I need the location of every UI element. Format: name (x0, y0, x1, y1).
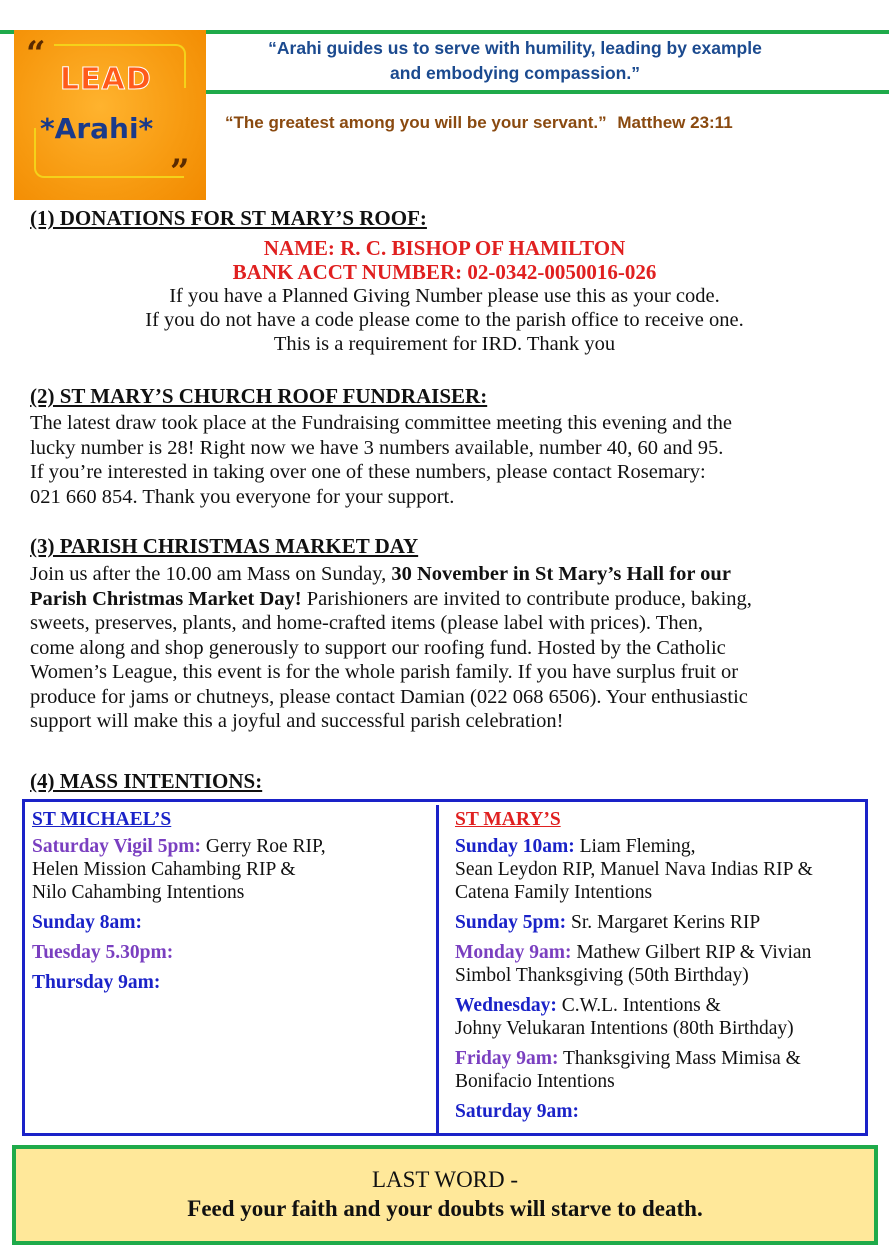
mass-intention: Sean Leydon RIP, Manuel Nava Indias RIP & (455, 859, 813, 880)
st-marys-heading: ST MARY’S (455, 809, 561, 830)
section4-title: (4) MASS INTENTIONS: (30, 769, 263, 793)
mass-intention: Nilo Cahambing Intentions (32, 882, 245, 903)
section1-line: This is a requirement for IRD. Thank you (273, 333, 616, 355)
mass-time: Saturday Vigil 5pm: (32, 836, 202, 857)
mass-time: Sunday 5pm: (455, 912, 567, 933)
logo-lead-text: LEAD (60, 62, 152, 97)
last-word-text: Feed your faith and your doubts will starve to death. (187, 1196, 703, 1221)
arahi-quote-line2: and embodying compassion.” (390, 63, 640, 83)
section2-body (30, 411, 870, 509)
mass-entry (455, 835, 860, 904)
section2-line: The latest draw took place at the Fundraising committee meeting this evening and the (30, 412, 732, 434)
bank-account-number: BANK ACCT NUMBER: 02-0342-0050016-026 (232, 260, 657, 284)
section3-line (30, 562, 870, 587)
section2-line: lucky number is 28! Right now we have 3 numbers available, number 40, 60 and 95. (30, 436, 724, 459)
mass-intention: Helen Mission Cahambing RIP & (32, 859, 296, 880)
section3-line: sweets, preserves, plants, and home-crafted items (please label with prices). Then, (30, 612, 704, 634)
mass-intention: Gerry Roe RIP, (201, 836, 326, 857)
mass-time: Thursday 9am: (32, 972, 161, 993)
st-michaels-heading: ST MICHAEL’S (32, 809, 172, 830)
market-date-highlight: 30 November in St Mary’s Hall for our (391, 563, 731, 585)
mass-time: Wednesday: (455, 995, 557, 1016)
header-rule-middle (206, 90, 889, 94)
section3-line (30, 587, 870, 612)
mass-intention: C.W.L. Intentions & (556, 995, 721, 1016)
scripture-quote (225, 113, 733, 133)
mass-entry (455, 1047, 860, 1093)
mass-intentions-divider (436, 805, 439, 1135)
mass-time: Monday 9am: (455, 942, 572, 963)
st-marys-column (455, 808, 860, 1130)
section1-title: (1) DONATIONS FOR ST MARY’S ROOF: (30, 206, 427, 230)
section3-text: Parishioners are invited to contribute produce, baking, (301, 587, 752, 610)
last-word-box (12, 1145, 878, 1245)
section3-line: produce for jams or chutneys, please contact Damian (022 068 6506). Your enthusiastic (30, 685, 748, 708)
close-quote-icon: ” (170, 152, 190, 192)
mass-intention: Mathew Gilbert RIP & Vivian (571, 942, 812, 963)
mass-entry (455, 941, 860, 987)
section2-title: (2) ST MARY’S CHURCH ROOF FUNDRAISER: (30, 384, 488, 408)
arahi-quote (215, 36, 815, 86)
section3-line: Women’s League, this event is for the whole parish family. If you have surplus fruit or (30, 661, 739, 683)
mass-entry (32, 835, 432, 904)
section1-account (0, 236, 889, 356)
mass-intention: Thanksgiving Mass Mimisa & (558, 1048, 801, 1069)
scripture-reference: Matthew 23:11 (617, 113, 733, 132)
mass-entry (455, 994, 860, 1040)
mass-time: Sunday 8am: (32, 912, 142, 933)
logo-arahi-text: *Arahi* (40, 112, 154, 145)
section2-line: 021 660 854. Thank you everyone for your support. (30, 485, 455, 508)
mass-intention: Johny Velukaran Intentions (80th Birthday) (455, 1018, 794, 1039)
scripture-quote-text: “The greatest among you will be your servant.” (225, 113, 607, 132)
section3-title: (3) PARISH CHRISTMAS MARKET DAY (30, 534, 419, 558)
lead-arahi-logo (14, 30, 206, 200)
mass-time: Tuesday 5.30pm: (32, 942, 174, 963)
st-michaels-column (32, 808, 432, 1001)
mass-intention: Sr. Margaret Kerins RIP (566, 912, 761, 933)
last-word-title: LAST WORD - (371, 1167, 519, 1192)
section2-line: If you’re interested in taking over one of these numbers, please contact Rosemary: (30, 461, 706, 483)
mass-intention: Catena Family Intentions (455, 882, 653, 903)
mass-intention: Simbol Thanksgiving (50th Birthday) (455, 965, 749, 986)
mass-entry (455, 911, 860, 934)
section3-line: support will make this a joyful and successful parish celebration! (30, 710, 564, 732)
section3-body (30, 562, 870, 734)
mass-time: Friday 9am: (455, 1048, 559, 1069)
mass-time: Sunday 10am: (455, 836, 575, 857)
section1-line: If you have a Planned Giving Number please use this as your code. (169, 285, 720, 307)
market-day-highlight: Parish Christmas Market Day! (30, 587, 302, 610)
mass-intention: Liam Fleming, (574, 836, 696, 857)
mass-time: Saturday 9am: (455, 1101, 580, 1122)
open-quote-icon: “ (26, 34, 46, 74)
section1-line: If you do not have a code please come to the parish office to receive one. (145, 309, 744, 331)
section3-text: Join us after the 10.00 am Mass on Sunday, (30, 563, 392, 585)
account-name: NAME: R. C. BISHOP OF HAMILTON (263, 236, 626, 260)
mass-intention: Bonifacio Intentions (455, 1071, 615, 1092)
section3-line: come along and shop generously to support our roofing fund. Hosted by the Catholic (30, 636, 726, 659)
arahi-quote-line1: “Arahi guides us to serve with humility, leading by example (268, 38, 762, 58)
